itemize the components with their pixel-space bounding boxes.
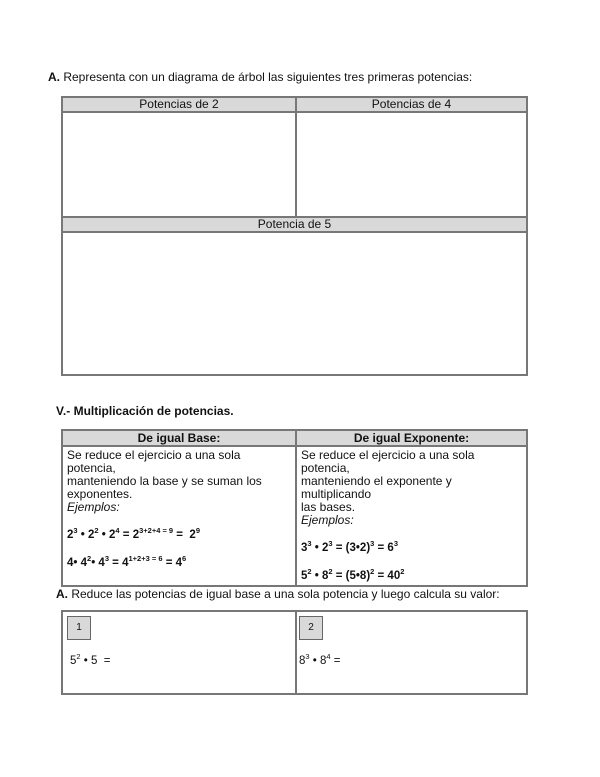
exercise-expression-1: $5^2$ • 5 = — [70, 652, 111, 667]
example-formula: $5^2$ • $8^2$ = (5•8)$^2$ = $40^2$ — [301, 566, 405, 582]
exercise-table — [61, 610, 528, 695]
rule-line: Se reduce el ejercicio a una sola potencia, — [301, 448, 475, 475]
multiplication-rules-table — [61, 429, 528, 587]
example-formula: $2^3$ • $2^2$ • $2^4 = 2^{3+2+4 = 9} = 2^9$ — [67, 526, 200, 541]
section-letter: A. — [48, 70, 60, 84]
header-potencia-5: Potencia de 5 — [62, 217, 527, 232]
section-v-heading: V.- Multiplicación de potencias. — [56, 404, 234, 418]
rule-line: manteniendo la base y se suman los — [67, 474, 262, 488]
rule-igual-exponente — [296, 446, 527, 586]
examples-label: Ejemplos: — [301, 513, 354, 527]
answer-area-potencias-2[interactable] — [62, 112, 296, 217]
section-a2-heading — [56, 587, 500, 601]
rule-line: exponentes. — [67, 487, 133, 501]
exercise-number-2: 2 — [299, 616, 323, 640]
section-letter: A. — [56, 587, 68, 601]
section-instruction: Reduce las potencias de igual base a una sola potencia y luego calcula su valor: — [71, 587, 500, 601]
rule-line: Se reduce el ejercicio a una sola potencia, — [67, 448, 241, 475]
rule-line: manteniendo el exponente y multiplicando — [301, 474, 452, 501]
answer-area-potencia-5[interactable] — [62, 232, 527, 375]
section-a-heading — [48, 70, 472, 84]
exercise-number-1: 1 — [67, 616, 91, 640]
section-instruction: Representa con un diagrama de árbol las siguientes tres primeras potencias: — [63, 70, 473, 84]
example-formula: 4• $4^2•$ $4^3 = 4^{1+2+3 = 6} = 4^6$ — [67, 553, 187, 569]
example-formula: $3^3$ • $2^3$ = (3•2)$^3$ = $6^3$ — [301, 539, 399, 554]
header-potencias-2: Potencias de 2 — [62, 97, 296, 112]
answer-area-potencias-4[interactable] — [296, 112, 527, 217]
header-igual-base: De igual Base: — [62, 430, 296, 446]
rule-line: las bases. — [301, 500, 356, 514]
exercise-expression-2: $8^3$ • $8^4$ = — [299, 652, 341, 667]
tree-diagram-table — [61, 96, 528, 376]
header-igual-exponente: De igual Exponente: — [296, 430, 527, 446]
rule-igual-base — [62, 446, 296, 586]
examples-label: Ejemplos: — [67, 500, 120, 514]
header-potencias-4: Potencias de 4 — [296, 97, 527, 112]
